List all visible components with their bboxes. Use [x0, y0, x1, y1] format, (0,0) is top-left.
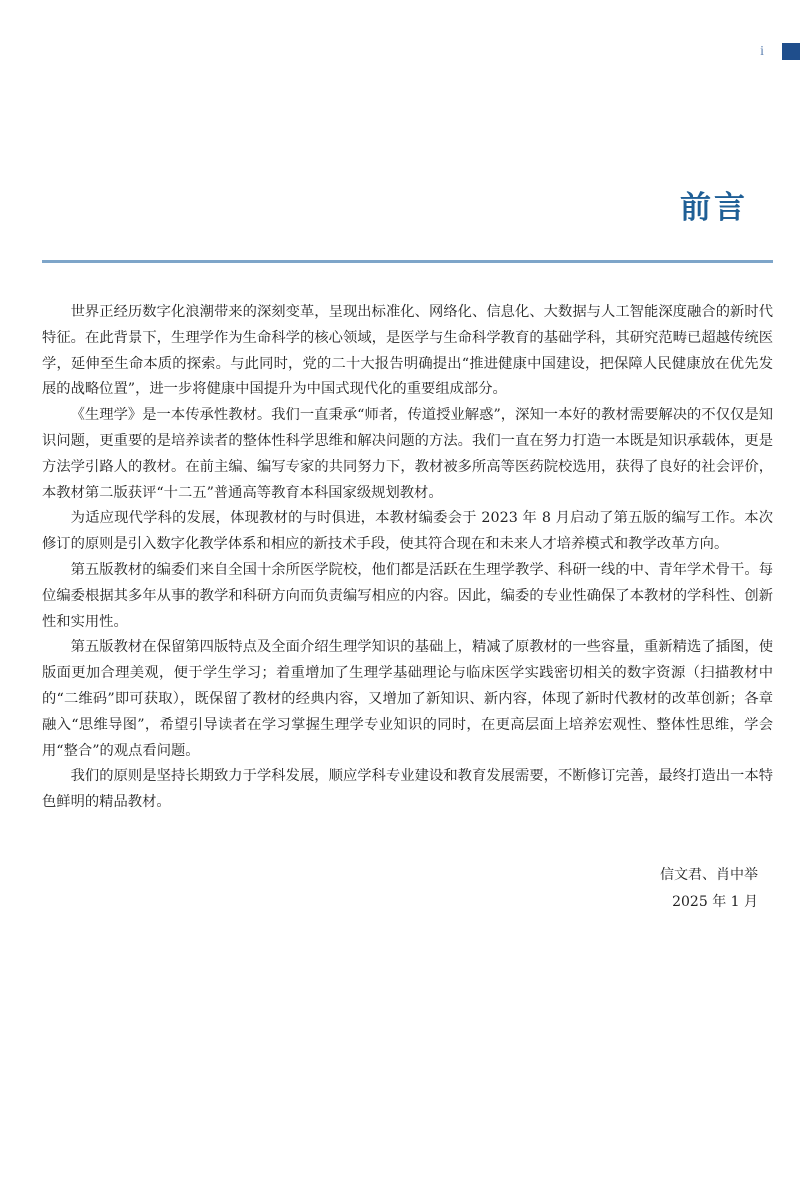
paragraph-2: 《生理学》是一本传承性教材。我们一直秉承“师者，传道授业解惑”，深知一本好的教材需要解决的不仅仅是知识问题，更重要的是培养读者的整体性科学思维和解决问题的方法。我们一直在努力打造一本既是知识承载体，更是方法学引路人的教材。在前主编、编写专家的共同努力下，教材被多所高等医药院校选用，获得了良好的社会评价，本教材第二版获评“十二五”普通高等教育本科国家级规划教材。: [42, 407, 773, 501]
paragraph-1: 世界正经历数字化浪潮带来的深刻变革，呈现出标准化、网络化、信息化、大数据与人工智能深度融合的新时代特征。在此背景下，生理学作为生命科学的核心领域，是医学与生命科学教育的基础学科，其研究范畴已超越传统医学，延伸至生命本质的探索。与此同时，党的二十大报告明确提出“推进健康中国建设，把保障人民健康放在优先发展的战略位置”，进一步将健康中国提升为中国式现代化的重要组成部分。: [42, 304, 773, 398]
signature-authors: 信文君、肖中举: [660, 867, 758, 883]
preface-body: [42, 300, 773, 816]
paragraph-3: 为适应现代学科的发展，体现教材的与时俱进，本教材编委会于 2023 年 8 月启动了第五版的编写工作。本次修订的原则是引入数字化教学体系和相应的新技术手段，使其符合现在和未来人才培养模式和教学改革方向。: [42, 510, 773, 553]
paragraph-4: 第五版教材的编委们来自全国十余所医学院校，他们都是活跃在生理学教学、科研一线的中、青年学术骨干。每位编委根据其多年从事的教学和科研方向而负责编写相应的内容。因此，编委的专业性确保了本教材的学科性、创新性和实用性。: [42, 561, 773, 630]
signature-date: 2025 年 1 月: [672, 894, 758, 910]
paragraph-6: 我们的原则是坚持长期致力于学科发展，顺应学科专业建设和教育发展需要，不断修订完善，最终打造出一本特色鲜明的精品教材。: [42, 768, 773, 811]
page-number: i: [760, 44, 764, 59]
chapter-edge-tab: [782, 43, 800, 60]
title-divider: [42, 260, 773, 263]
signature-block: [660, 862, 758, 916]
page-title: 前言: [680, 190, 748, 226]
paragraph-5: 第五版教材在保留第四版特点及全面介绍生理学知识的基础上，精减了原教材的一些容量，重新精选了插图，使版面更加合理美观，便于学生学习；着重增加了生理学基础理论与临床医学实践密切相关的数字资源（扫描教材中的“二维码”即可获取），既保留了教材的经典内容，又增加了新知识、新内容，体现了新时代教材的改革创新；各章融入“思维导图”，希望引导读者在学习掌握生理学专业知识的同时，在更高层面上培养宏观性、整体性思维，学会用“整合”的观点看问题。: [42, 639, 773, 759]
